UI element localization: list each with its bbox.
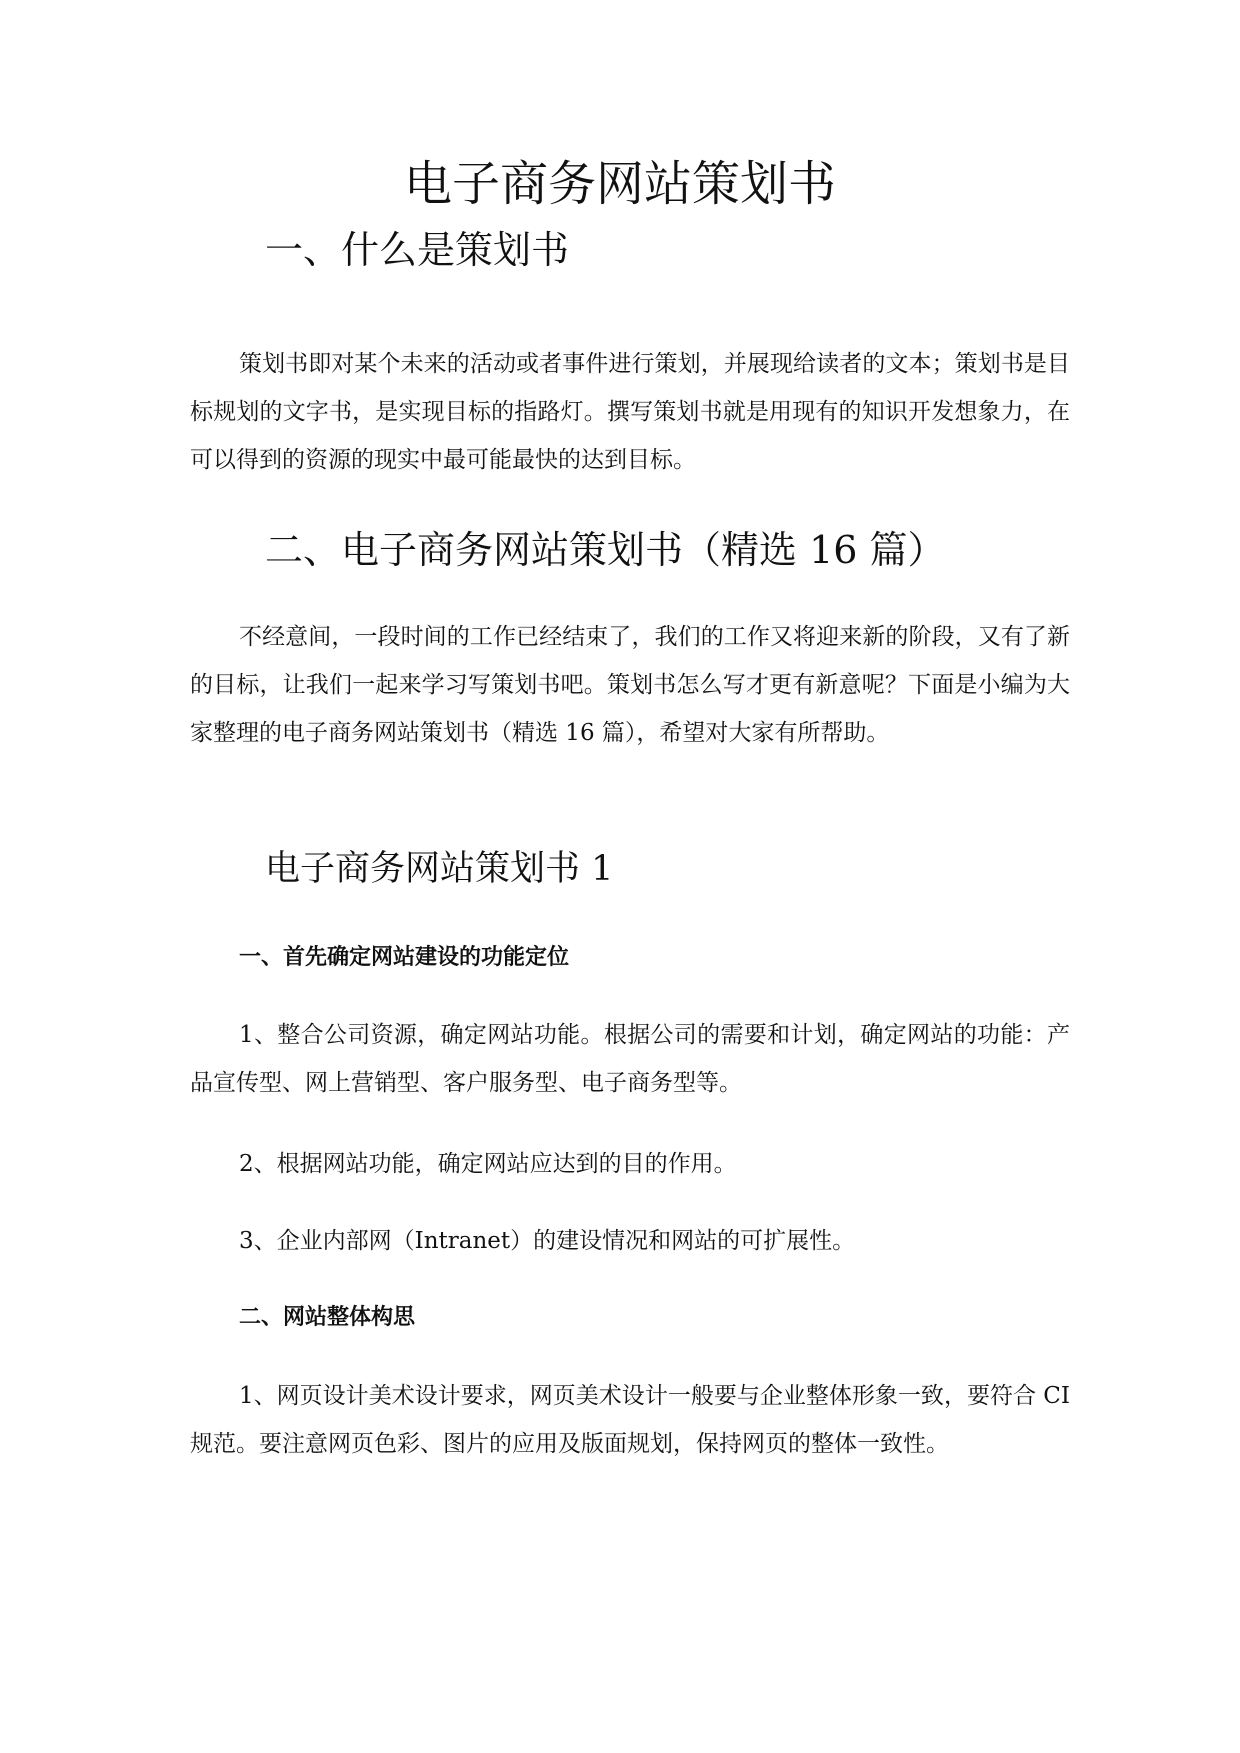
list-item: 1、网页设计美术设计要求，网页美术设计一般要与企业整体形象一致，要符合 CI 规范。要注意网页色彩、图片的应用及版面规划，保持网页的整体一致性。	[190, 1383, 1070, 1457]
article-heading-plan-1: 电子商务网站策划书 1	[265, 849, 614, 889]
list-item: 3、企业内部网（Intranet）的建设情况和网站的可扩展性。	[239, 1228, 856, 1254]
list-item: 1、整合公司资源，确定网站功能。根据公司的需要和计划，确定网站的功能：产品宣传型、网上营销型、客户服务型、电子商务型等。	[190, 1022, 1070, 1096]
section-heading-what-is-plan: 一、什么是策划书	[265, 228, 570, 272]
section-heading-selected-plans: 二、电子商务网站策划书（精选 16 篇）	[265, 528, 946, 572]
list-item: 2、根据网站功能，确定网站应达到的目的作用。	[239, 1151, 737, 1177]
section-paragraph-definition: 策划书即对某个未来的活动或者事件进行策划，并展现给读者的文本；策划书是目标规划的文字书，是实现目标的指路灯。撰写策划书就是用现有的知识开发想象力，在可以得到的资源的现实中最可能最快的达到目标。	[190, 351, 1070, 473]
document-title: 电子商务网站策划书	[403, 156, 836, 212]
section-paragraph-intro: 不经意间，一段时间的工作已经结束了，我们的工作又将迎来新的阶段，又有了新的目标，让我们一起来学习写策划书吧。策划书怎么写才更有新意呢？下面是小编为大家整理的电子商务网站策划书（精选 16 篇），希望对大家有所帮助。	[190, 624, 1070, 746]
subheading-overall-concept: 二、网站整体构思	[239, 1305, 416, 1330]
subheading-function-positioning: 一、首先确定网站建设的功能定位	[239, 945, 570, 970]
